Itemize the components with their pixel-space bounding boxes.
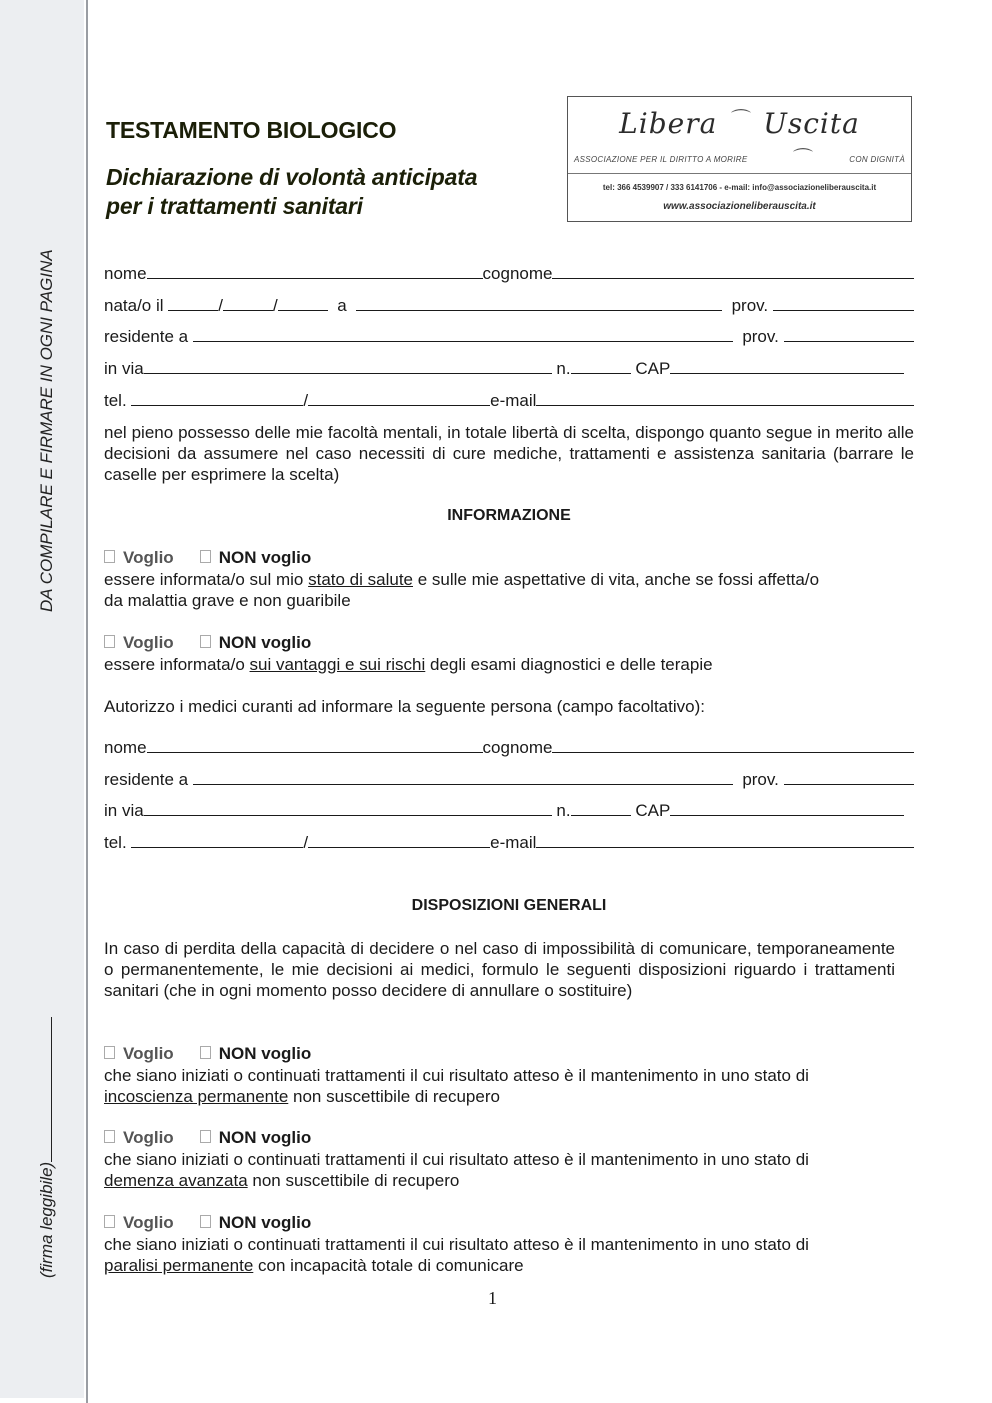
disp1-choice-row	[104, 1044, 311, 1064]
label-prov: prov.	[742, 327, 779, 346]
info2-text: essere informata/o sui vantaggi e sui rischi degli esami diagnostici e delle terapie	[104, 655, 713, 674]
subtitle-line-1: Dichiarazione di volontà anticipata	[106, 164, 478, 190]
intro-paragraph: nel pieno possesso delle mie facoltà mentali, in totale libertà di scelta, dispongo quanto segue in merito alle decisioni da assumere nel caso necessiti di cure mediche, trattamenti e assistenza sanitaria (barrare le caselle per esprimere la scelta)	[104, 423, 914, 484]
contact-row-contact	[104, 833, 914, 853]
disp1-text: che siano iniziati o continuati trattamenti il cui risultato atteso è il mantenimento in uno stato di incoscienza permanente non suscettibile di recupero	[104, 1066, 809, 1106]
logo-word-uscita: Uscita	[763, 107, 860, 140]
birth-month-field[interactable]	[223, 296, 273, 311]
contact-row-residence	[104, 770, 914, 790]
info2-choice-row	[104, 633, 311, 653]
form-row-name	[104, 264, 914, 284]
label-nome: nome	[104, 738, 147, 757]
street-field[interactable]	[144, 359, 552, 374]
logo-tagline-right: CON DIGNITÀ	[849, 155, 905, 164]
label-prov: prov.	[731, 296, 769, 315]
label-cognome: cognome	[482, 738, 553, 757]
label-tel: tel.	[104, 391, 127, 410]
label-via: in via	[104, 801, 144, 820]
contact-cap-field[interactable]	[670, 801, 904, 816]
checkbox[interactable]	[200, 1046, 211, 1059]
info1-choice-row	[104, 548, 311, 568]
association-logo	[567, 96, 912, 222]
info2-voglio-option[interactable]: Voglio	[104, 633, 174, 652]
label-numero: n.	[556, 801, 571, 820]
label-nome: nome	[104, 264, 147, 283]
info1-voglio-option[interactable]: Voglio	[104, 548, 174, 567]
checkbox[interactable]	[200, 1215, 211, 1228]
disp1-voglio-option[interactable]: Voglio	[104, 1044, 174, 1063]
logo-contact: tel: 366 4539907 / 333 6141706 - e-mail: info@associazioneliberauscita.it	[602, 183, 877, 192]
logo-divider	[568, 173, 911, 174]
checkbox[interactable]	[104, 1046, 115, 1059]
label-email: e-mail	[490, 391, 537, 410]
page-number: 1	[488, 1288, 497, 1308]
checkbox[interactable]	[200, 635, 211, 648]
sidebar-instruction: DA COMPILARE E FIRMARE IN OGNI PAGINA	[37, 249, 56, 612]
nome-field[interactable]	[147, 264, 483, 279]
disp2-choice-row	[104, 1128, 311, 1148]
label-numero: n.	[556, 359, 571, 378]
form-row-birth	[104, 296, 914, 316]
document-subtitle	[106, 163, 477, 221]
info1-text: essere informata/o sul mio stato di salute e sulle mie aspettative di vita, anche se fossi affetta/o da malattia grave e non guaribile	[104, 570, 820, 610]
contact-phone-field-1[interactable]	[131, 833, 303, 848]
checkbox[interactable]	[200, 1130, 211, 1143]
section-informazione-heading: INFORMAZIONE	[447, 507, 571, 524]
checkbox[interactable]	[104, 1130, 115, 1143]
birth-year-field[interactable]	[278, 296, 328, 311]
contact-prov-field[interactable]	[784, 770, 914, 785]
birth-day-field[interactable]	[168, 296, 218, 311]
label-cap: CAP	[635, 801, 671, 820]
form-row-contact	[104, 391, 914, 411]
cap-field[interactable]	[670, 359, 904, 374]
bird-icon: ⌒	[731, 109, 751, 131]
checkbox[interactable]	[104, 550, 115, 563]
slash: /	[303, 833, 309, 852]
residence-prov-field[interactable]	[784, 327, 914, 342]
label-residente: residente a	[104, 770, 189, 789]
form-row-address	[104, 359, 904, 379]
disp2-text: che siano iniziati o continuati trattamenti il cui risultato atteso è il mantenimento in uno stato di demenza avanzata non suscettibile di recupero	[104, 1150, 809, 1190]
form-row-residence	[104, 327, 914, 347]
checkbox[interactable]	[200, 550, 211, 563]
contact-row-address	[104, 801, 904, 821]
contact-residence-field[interactable]	[193, 770, 733, 785]
disp3-text: che siano iniziati o continuati trattamenti il cui risultato atteso è il mantenimento in uno stato di paralisi permanente con incapacità totale di comunicare	[104, 1235, 809, 1275]
logo-word-libera: Libera	[619, 107, 718, 140]
disp3-non-voglio-option[interactable]: NON voglio	[200, 1213, 312, 1232]
contact-email-field[interactable]	[536, 833, 914, 848]
phone-field-2[interactable]	[308, 391, 490, 406]
disposizioni-intro: In caso di perdita della capacità di decidere o nel caso di impossibilità di comunicare, temporaneamente o permanentemente, le mie decisioni ai medici, formulo le seguenti disposizioni riguardo i trattamenti sanitari (che in ogni momento posso decidere di annullare o sostituire)	[104, 939, 895, 1000]
slash: /	[218, 296, 224, 315]
disp3-choice-row	[104, 1213, 311, 1233]
info2-non-voglio-option[interactable]: NON voglio	[200, 633, 312, 652]
disp3-voglio-option[interactable]: Voglio	[104, 1213, 174, 1232]
contact-cognome-field[interactable]	[552, 738, 914, 753]
label-via: in via	[104, 359, 144, 378]
label-residente: residente a	[104, 327, 189, 346]
logo-tagline-left: ASSOCIAZIONE PER IL DIRITTO A MORIRE	[574, 155, 748, 164]
signature-line[interactable]	[37, 1017, 52, 1162]
contact-nome-field[interactable]	[147, 738, 483, 753]
email-field[interactable]	[536, 391, 914, 406]
signature-area[interactable]	[37, 1017, 57, 1278]
cognome-field[interactable]	[552, 264, 914, 279]
slash: /	[273, 296, 278, 315]
logo-tagline	[574, 155, 905, 164]
signature-label: (firma leggibile)	[37, 1161, 56, 1278]
sidebar-divider	[86, 0, 88, 1403]
number-field[interactable]	[571, 359, 631, 374]
bird-icon: ⌒	[793, 148, 813, 170]
disp1-non-voglio-option[interactable]: NON voglio	[200, 1044, 312, 1063]
disp2-non-voglio-option[interactable]: NON voglio	[200, 1128, 312, 1147]
label-prov: prov.	[742, 770, 779, 789]
checkbox[interactable]	[104, 635, 115, 648]
label-email: e-mail	[490, 833, 537, 852]
label-a: a	[337, 296, 347, 315]
contact-phone-field-2[interactable]	[308, 833, 490, 848]
contact-street-field[interactable]	[144, 801, 552, 816]
logo-website: www.associazioneliberauscita.it	[663, 201, 816, 212]
subtitle-line-2: per i trattamenti sanitari	[106, 193, 363, 219]
label-nato: nata/o il	[104, 296, 164, 315]
phone-field-1[interactable]	[131, 391, 303, 406]
disp2-voglio-option[interactable]: Voglio	[104, 1128, 174, 1147]
authorize-text: Autorizzo i medici curanti ad informare la seguente persona (campo facoltativo):	[104, 697, 705, 716]
contact-row-name	[104, 738, 914, 758]
birth-place-field[interactable]	[356, 296, 722, 311]
document-title: TESTAMENTO BIOLOGICO	[106, 117, 397, 143]
contact-number-field[interactable]	[571, 801, 631, 816]
label-cognome: cognome	[482, 264, 553, 283]
label-tel: tel.	[104, 833, 127, 852]
birth-prov-field[interactable]	[773, 296, 914, 311]
info1-non-voglio-option[interactable]: NON voglio	[200, 548, 312, 567]
slash: /	[303, 391, 309, 410]
label-cap: CAP	[635, 359, 671, 378]
residence-field[interactable]	[193, 327, 733, 342]
checkbox[interactable]	[104, 1215, 115, 1228]
section-disposizioni-heading: DISPOSIZIONI GENERALI	[411, 897, 607, 914]
